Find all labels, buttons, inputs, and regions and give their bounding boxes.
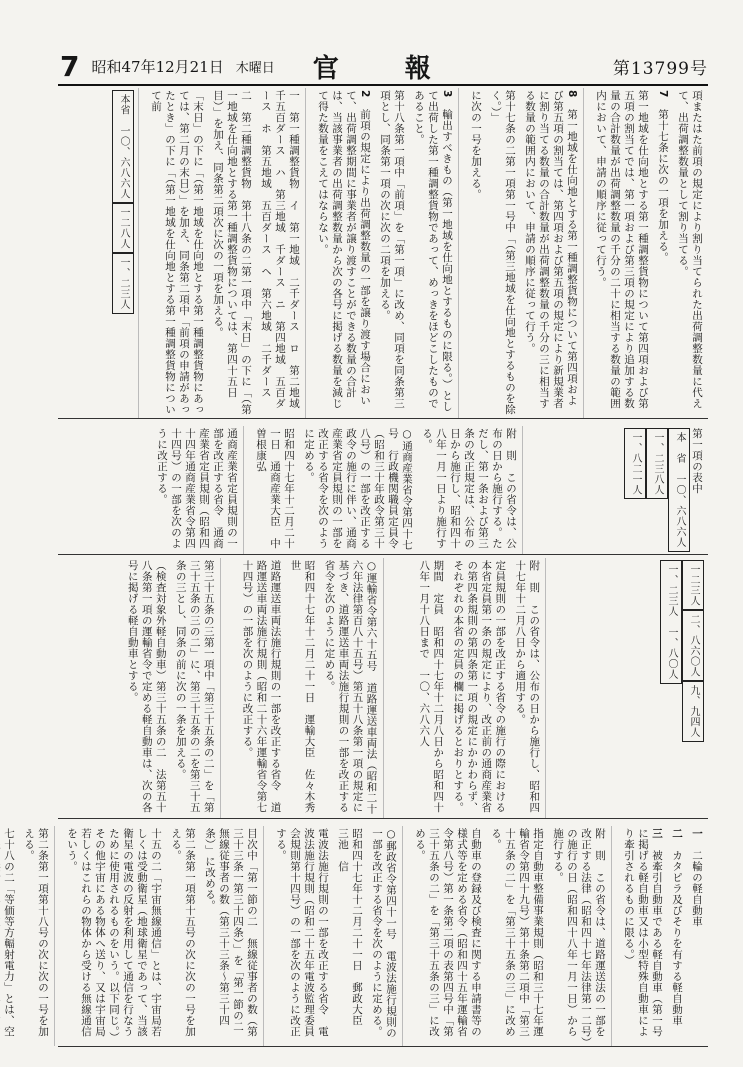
paragraph-text: 第一地域を仕向地とする第一種調整貨物について第四項および第五項の割当てでは、第一項および第三項の規定により追加する数量の合計数量が出荷調整数量の千分の二十に相当する数量の範囲内において、申請の順序に従って行う。 — [595, 90, 649, 409]
paper-name: 官 報 — [312, 53, 451, 84]
paragraph — [126, 560, 168, 816]
paragraph — [370, 828, 398, 1044]
paragraph — [690, 828, 704, 1044]
paragraph-text: 道路運送車両法施行規則の一部を改正する省令 道路運送車両法施行規則（昭和二十六年運輸省令第七十四号）の一部を次のように改正する。 — [241, 560, 282, 813]
paragraph — [259, 90, 301, 420]
paragraph-text: 第二条第一項第十八号の次に次の一号を加える。 — [23, 828, 49, 1037]
paragraph-text: 二 第二種調整貨物 第十八条の二第一項中「末日」の下に「（第一地域を仕向地とする第一種調整貨物については、第四十五日目）」を加え、同条第二項次に次の一項を加える。 — [212, 90, 252, 415]
paragraph-number: 3 — [441, 90, 453, 109]
paragraph-number: 8 — [566, 90, 578, 109]
text-column — [0, 826, 54, 1046]
table-cell: 二、八六〇人 — [682, 610, 704, 681]
page-number: 7 — [60, 49, 80, 83]
paragraph — [413, 828, 483, 1044]
paragraph — [378, 90, 406, 416]
paragraph — [289, 560, 317, 816]
tier-1-columns — [58, 88, 708, 418]
issue-number: 第13799号 — [612, 58, 708, 79]
paragraph — [22, 828, 50, 1044]
paragraph-text: 「末日」の下に「（第一地域を仕向地とする第一種調整貨物にあっては、第二月の末日）」を加え、同条第二項中「前項の申請があったとき」の下に「（第一地域を仕向地とする第一種調整貨物について前 — [150, 90, 204, 415]
text-column — [305, 88, 458, 418]
paragraph-text: 被牽引自動車である軽自動車（第一号に掲げる軽自動車又は小型特殊自動車により牽引されるものに限る。） — [623, 828, 663, 1037]
paragraph — [451, 560, 507, 816]
paragraph — [0, 828, 16, 1044]
paragraph-text: 昭和四十七年十二月二十一日 郵政大臣 三池 信 — [337, 828, 363, 1037]
issue-date: 昭和47年12月21日 — [91, 57, 224, 76]
text-column — [138, 88, 305, 418]
paragraph — [420, 428, 518, 552]
paragraph — [241, 560, 283, 816]
paragraph — [622, 828, 664, 1044]
paragraph — [65, 828, 163, 1044]
paragraph-text: 七十八の二「等価等方輻射電力」とは、空 — [3, 828, 15, 1037]
paragraph-text: 定員規則の一部を改正する省令の施行の際における本省定員第一条の規定により、改正前の通商産業省の第四条規則の第四条第一項の規定にかかわらず、それぞれの本省の定員の欄に掲げるとおりとする。 — [452, 560, 507, 813]
paragraph-text: 附 則 この省令は、公布の日から施行し、昭和四十七年十二月八日から適用する。 — [514, 560, 541, 813]
tier-2-columns — [58, 426, 708, 554]
paragraph-text: 期間 定員 昭和四十七年十二月八日から昭和四十八年一月十八日まで 一〇、六八六人 — [418, 560, 445, 813]
paragraph-text: に次の一号を加える。 — [470, 90, 482, 200]
table-cell: 九、九四人 — [682, 681, 704, 742]
paragraph-text: 第十八条第一項中「前項」を「第一項」に改め、同項を同条第三項とし、同条第一項の次に次の二項を加える。 — [379, 90, 405, 409]
paragraph-text: 輸出すべきもの（第一地域を仕向地とするものに限る。）として出荷した第一種調整貨物であって、めっきをほどこしたものであること。 — [413, 90, 453, 412]
paragraph — [174, 560, 216, 816]
paragraph-text: 自動車の登録及び検査に関する申請書等の様式等を定める省令（昭和四十五年運輸省令第八号）第一条第二項の表第四号中「第三十五条の二」を「第三十五条の三」に改める。 — [414, 828, 482, 1037]
paragraph — [412, 90, 454, 416]
paragraph-number: 一 — [691, 828, 703, 850]
paragraph-text: ○郵政省令第四十一号 電波法施行規則の一部を改正する省令を次のように定める。 — [371, 828, 397, 1039]
table-cell: 一、二三人 一、八〇人 — [660, 560, 682, 684]
table-cell: 本省 一〇、六八六人 — [112, 90, 134, 203]
text-column — [611, 826, 708, 1046]
paragraph-number: 二 — [671, 828, 683, 850]
text-column — [58, 426, 243, 554]
text-column — [54, 826, 263, 1046]
paragraph — [323, 560, 379, 816]
text-column — [583, 88, 708, 418]
paragraph-text: （検査対象外軽自動車）第三十五条の二 法第五十八条第一項の運輸省令で定める軽自動車は、次の各号に掲げる軽自動車とする。 — [126, 560, 167, 813]
paragraph-text: 昭和四十七年十二月二十一日 通商産業大臣 中曽根康弘 — [255, 428, 295, 549]
paragraph-text: 第十七条に次の一項を加える。 — [657, 108, 669, 263]
tier-2 — [58, 426, 708, 555]
tier-1 — [58, 88, 708, 419]
paragraph — [594, 90, 650, 416]
paragraph-text: 電波法施行規則の一部を改正する省令 電波法施行規則（昭和二十五年電波監理委員会規則第十四号）の一部を次のように改正する。 — [275, 828, 329, 1037]
paragraph — [169, 828, 197, 1044]
paragraph-text: 一 第一種調整貨物 イ 第一地域 二千ダース ロ 第二地域 千五百ダース ハ 第三地域 千ダース ニ 第四地域 五百ダース ホ 第五地域 五百ダース ヘ 第六地域 二千ダース — [260, 90, 300, 420]
paragraph-number: 2 — [359, 90, 371, 109]
tier-3 — [58, 558, 708, 819]
text-column — [458, 88, 583, 418]
paragraph — [551, 828, 607, 1044]
table-cell: 一二三人 — [682, 560, 704, 610]
text-column — [220, 558, 383, 818]
paragraph-text: 第一地域を仕向地とする第一種調整貨物について第四項および第五項の割当ては、第四項および第五項の規定により新規業者に割り当てる数量の合計数量が出荷調整数量の千分の三に相当する数量の範囲内において、申請の順序に従って行う。 — [524, 90, 578, 409]
paragraph-text: 附 則 この省令は、公布の日から施行する。ただし、第一条および第三条の改正規定は、公布の日から施行し、昭和四十八年一月一日より施行する。 — [421, 428, 517, 549]
text-column — [243, 426, 522, 554]
table-cell: 一、二三八人 — [646, 428, 668, 499]
paragraph — [513, 560, 541, 816]
paragraph-text: 第三十五条の三第一項中「第三十五条の二」を「第三十五条の三の二」に、第三十五条の二を第三十五条の三とし、同条の前に次の一条を加える。 — [174, 560, 215, 813]
page-header — [58, 48, 708, 86]
paragraph-number: 三 — [651, 828, 663, 850]
paragraph — [469, 90, 483, 416]
weekday: 木曜日 — [235, 60, 275, 76]
paragraph — [670, 828, 684, 1044]
paragraph-text: 目次中「第一節の二 無線従事者の数（第三十三条一第三十四条）」を「第一節の二 無線従事者の数（第三十三条〜第三十四条）」に改める。 — [204, 828, 258, 1043]
paragraph — [523, 90, 579, 416]
paragraph — [489, 828, 545, 1044]
table-column — [545, 558, 708, 818]
paragraph-number: 7 — [657, 90, 669, 109]
table-cell: 本 省 一〇、六八六人 — [668, 428, 690, 552]
paragraph-text: 指定自動車整備事業規則（昭和三十七年運輸省令第四十九号）第十条第二項中「第三十五条の二」を「第三十五条の三」に改める。 — [490, 828, 544, 1037]
tier-4 — [3, 826, 708, 1047]
paragraph-text: ○通商産業省令第四十七号 行政機関職員定員令（昭和三十年政令第三十八号）の一部を改正する政令の施行に伴い、通商産業省定員規則の一部を改正する省令を次のように定める。 — [303, 428, 413, 551]
paragraph — [316, 90, 372, 416]
text-column — [402, 826, 611, 1046]
paragraph — [211, 90, 253, 416]
paragraph — [203, 828, 259, 1044]
tier-4-columns — [3, 826, 708, 1046]
paragraph — [254, 428, 296, 552]
paragraph-text: 二輪の軽自動車 — [691, 850, 703, 927]
tier-3-columns — [58, 558, 708, 818]
text-column — [263, 826, 402, 1046]
paragraph — [656, 90, 670, 416]
paragraph-text: ○運輸省令第六十五号 道路運送車両法（昭和二十六年法律第百八十五号）第五十八条第一項の規定に基づき、道路運送車両法施行規則の一部を改正する省令を次のように定める。 — [323, 560, 378, 815]
paragraph — [676, 90, 704, 416]
paragraph-text: 昭和四十七年十二月二十一日 運輸大臣 佐々木秀世 — [289, 560, 316, 813]
table-column — [58, 88, 138, 418]
paragraph — [274, 828, 330, 1044]
table-cell: 一二八人 — [112, 203, 134, 253]
paragraph — [155, 428, 239, 552]
text-column — [383, 558, 546, 818]
paragraph-text: 十五の二「宇宙無線通信」とは、宇宙局若しくは受動衛星（地球衛星であって、当該衛星の電波の反射を利用して通信を行なうために使用されるものをいう。以下同じ。）その他宇宙にある物体へ送り、又は宇宙局若しくはこれらの物体から受ける無線通信をいう。 — [66, 828, 162, 1043]
paragraph-text: 第十七条の二第一項第一号中「（第三地域を仕向地とするものを除く。）」 — [490, 90, 516, 415]
table-cell: 一、二三人 — [112, 253, 134, 314]
table-cell: 一、八二一人 — [624, 428, 646, 499]
paragraph — [336, 828, 364, 1044]
table-label: 第一項の表中 — [691, 428, 703, 494]
paragraph — [302, 428, 414, 552]
text-column — [58, 558, 220, 818]
paragraph — [149, 90, 205, 416]
paragraph — [489, 90, 517, 416]
paragraph-text: 通商産業省定員規則の一部を改正する省令 通商産業省定員規則（昭和四十四年通商産業省令第四十四号）の一部を次のように改正する。 — [156, 428, 238, 549]
paragraph-text: カタピラ及びそりを有する軽自動車 — [671, 850, 683, 1026]
paragraph-text: 第二条第一項第十五号の次に次の一号を加える。 — [170, 828, 196, 1037]
paragraph-text: 附 則 この省令は、道路運送法の一部を改正する法律（昭和四十七年法律第一二号）の施行の日（昭和四十八年一月一日）から施行する。 — [552, 828, 606, 1043]
paragraph-text: 項またはた前項の規定により割り当てられた出荷調整数量に代えて、出荷調整数量として割り当てる。 — [677, 90, 703, 409]
paragraph — [417, 560, 445, 816]
paragraph-text: 前項の規定により出荷調整数量の一部を譲り渡す場合において、出荷調整期間に事業者が譲り渡すことができる数量の合計は、当該事業者の出荷調整数量から次の各号に掲げる数量を減じて得た数量をこえてはならない。 — [317, 90, 371, 409]
table-column — [522, 426, 708, 554]
